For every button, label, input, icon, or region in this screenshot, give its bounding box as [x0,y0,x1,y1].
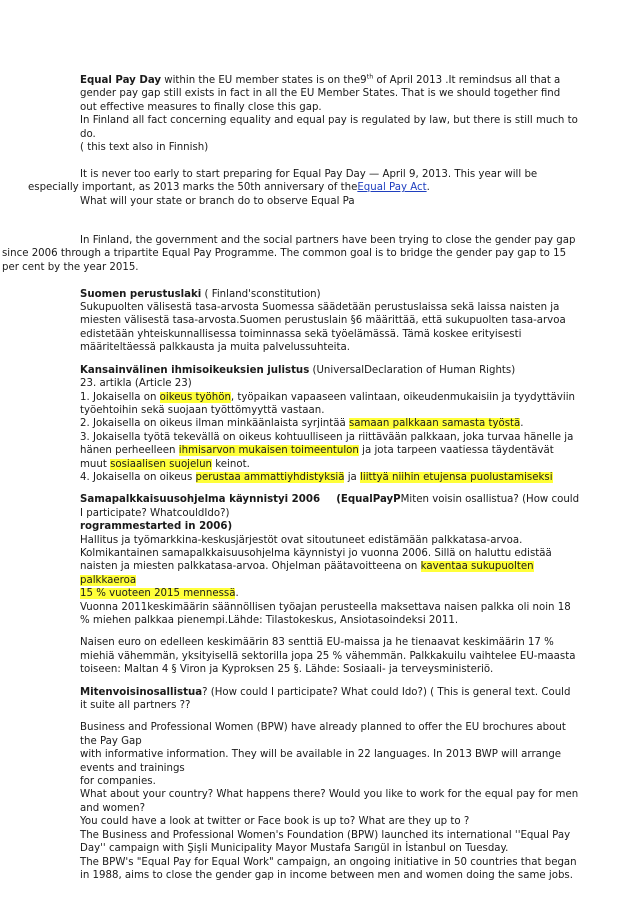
equal-pay-act-link[interactable]: Equal Pay Act [357,182,427,194]
constitution-title: Suomen perustuslaki [80,288,202,300]
article-item-1 [0,391,638,418]
text-run: keinot. [212,458,250,470]
your-country-question: What about your country? What happens there? Would you like to work for the equal pay for men and women? [80,789,579,814]
text-run: within the EU member states is on the9 [161,75,367,86]
text-run: ( Finland'sconstitution) [201,288,321,300]
observe-question-line: What will your state or branch do to observe Equal Pa [80,195,355,207]
declaration-heading [0,364,638,377]
bpw-campaign-paragraph: The BPW's "Equal Pay for Equal Work" campaign, an ongoing initiative in 50 countries that began in 1988, aims to close the gender gap in income between men and women doing the same jobs. [80,856,577,881]
programme-title: Samapalkkaisuusohjelma käynnistyi 2006 [80,494,321,506]
tripartite-programme-paragraph [0,547,638,601]
highlighted-text: ihmisarvon mukaisen toimeentulon [178,445,359,457]
highlighted-text: oikeus työhön [159,391,231,403]
text-run: It is never too early to start preparing for Equal Pay Day — April 9, 2013. This year will be especially important, as 2013 marks the 50th anniversary of the [28,168,538,194]
twitter-facebook-line: You could have a look at twitter or Face book is up to? What are they up to ? [80,816,470,828]
text-run: 4. Jokaisella on oikeus [80,471,196,483]
government-committed-line: Hallitus ja työmarkkina-keskusjärjestöt ovat sitoutuneet edistämään palkkatasa-arvoa. [80,534,523,546]
text-run: Kolmikantainen samapalkkaisuusohjelma käynnistyi jo vuonna 2006. Sillä on haluttu edistää naisten ja miesten palkkatasa-arvoa. Ohjelman päätavoitteena on [80,547,552,573]
participate-title: Mitenvoisinosallistua [80,686,203,698]
text-run: 2. Jokaisella on oikeus ilman minkäänlaista syrjintää [80,418,349,430]
text-run: ? (How could I participate? What could Ido?) ( This is general text. Could it suite all partners ?? [80,686,571,712]
equal-pay-day-paragraph [0,74,638,114]
highlighted-text: 15 % vuoteen 2015 mennessä [80,588,236,600]
text-run [320,494,336,505]
equal-pay-day-term: Equal Pay Day [80,75,162,86]
finnish-note-line: ( this text also in Finnish) [80,142,209,154]
statistics-paragraph: Vuonna 2011keskimäärin säännöllisen työajan perusteella maksettava naisen palkka oli noin 18 % miehen palkkaa pienempi.Lähde: Tilastokeskus, Ansiotasoindeksi 2011. [80,601,571,626]
highlighted-text: liittyä niihin etujensa puolustamiseksi [360,471,553,483]
text-run: ja [344,471,361,483]
text-run: . [235,588,239,600]
article-item-2 [0,417,638,430]
declaration-title: Kansainvälinen ihmisoikeuksien julistus [80,364,310,376]
programme-title-en: (EqualPayP [336,494,401,506]
text-run: (UniversalDeclaration of Human Rights) [309,364,516,376]
article-23-label: 23. artikla (Article 23) [80,378,192,390]
text-run: Miten voisin osallistua? (How could I participate? WhatcouldIdo?) [80,494,580,519]
text-run: ja jota tarpeen vaatiessa täydentävät muut [80,445,554,470]
programme-started-line [0,520,638,533]
finland-law-line: In Finland all fact concerning equality and equal pay is regulated by law, but there is still much to do. [80,115,578,140]
never-too-early-paragraph [0,168,638,195]
how-to-participate-heading [0,686,638,713]
womens-euro-paragraph: Naisen euro on edelleen keskimäärin 83 senttiä EU-maissa ja he tienaavat keskimäärin 17 % miehiä vähemmän, yksityisellä sektorilla jopa 25 % vähemmän. Palkkakuilu vaihtelee EU-maasta toiseen: Maltan 4 § Viron ja Kyproksen 25 §. Lähde: Sosiaali- ja terveysministeriö. [80,637,576,676]
constitution-heading [0,288,638,301]
highlighted-text: sosiaalisen suojelun [110,458,213,470]
highlighted-text: kaventaa sukupuolten palkkaeroa [80,561,534,586]
bpw-brochures-line: Business and Professional Women (BPW) have already planned to offer the EU brochures about the Pay Gap [80,722,566,747]
bpw-languages-line: with informative information. They will be available in 22 languages. In 2013 BWP will arrange events and trainings [80,749,562,774]
article-item-3 [0,431,638,471]
text-run: , työpaikan vapaaseen valintaan, oikeudenmukaisiin ja tyydyttäviin työehtoihin sekä suojaan työttömyyttä vastaan. [80,391,576,416]
bpw-foundation-paragraph: The Business and Professional Women's Foundation (BPW) launched its international ''Equal Pay Day'' campaign with Şişli Municipality Mayor Mustafa Sarıgül in İstanbul on Tuesday. [80,829,571,855]
finland-government-paragraph: In Finland, the government and the social partners have been trying to close the gender pay gap since 2006 through a tripartite Equal Pay Programme. The common goal is to bridge the gender pay gap to 15 per cent by the year 2015. [2,235,576,273]
highlighted-text: samaan palkkaan samasta työstä [348,418,521,430]
text-run: . [520,418,524,430]
text-run: of April 2013 .It remindsus all that a gender pay gap still exists in fact in all the EU Member States. That is we should together find out effective measures to finally close this gap. [80,75,561,113]
text-run: 3. Jokaisella työtä tekevällä on oikeus kohtuulliseen ja riittävään palkkaan, joka turvaa hänelle ja hänen perheelleen [80,431,574,457]
highlighted-text: perustaa ammattiyhdistyksiä [195,471,345,483]
programme-title-en-cont: rogrammestarted in 2006) [80,521,233,533]
superscript: th [366,72,374,81]
constitution-paragraph: Sukupuolten välisestä tasa-arvosta Suomessa säädetään perustuslaissa sekä laissa naisten ja miesten välisestä tasa-arvosta.Suomen perustuslain §6 määrittää, että sukupuolten tasa-arvoa edistetään yhteiskunnallisessa toiminnassa sekä työelämässä. Tämä koskee erityisesti määriteltäessä palkkausta ja muita palvelussuhteita. [80,302,566,354]
text-run: 1. Jokaisella on [80,391,160,403]
text-run: . [426,182,430,194]
article-item-4 [0,471,638,484]
bpw-companies-line: for companies. [80,776,156,788]
equal-pay-programme-heading [0,493,638,520]
